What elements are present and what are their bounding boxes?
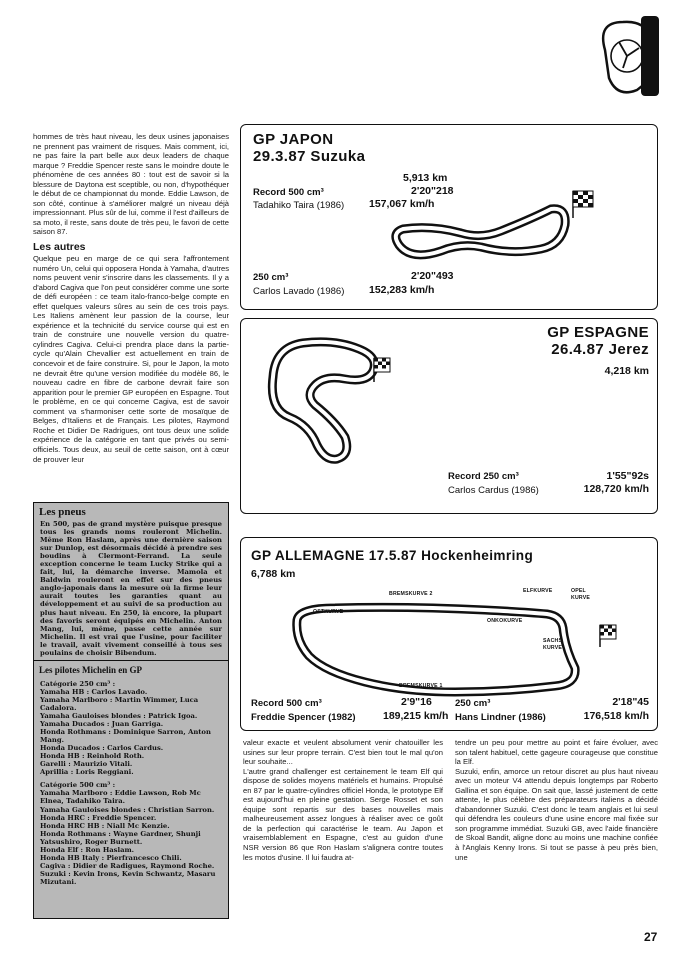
sport-logo-icon <box>597 12 663 100</box>
curve-opel-kurve: KURVE <box>571 595 591 601</box>
curve-ostkurve: OSTKURVE <box>313 609 344 615</box>
checkered-flag-icon <box>569 187 595 219</box>
gp-espagne-rec-speed: 128,720 km/h <box>583 483 649 495</box>
gp-allemagne-rec500-label: Record 500 cm³ <box>251 698 322 709</box>
body-paragraph: Quelque peu en marge de ce qui sera l'affrontement numéro Un, celui qui opposera Honda à Yamaha, d'autres noms peuvent venir s'inscrire dans les classements. Il y a d'abord Cagiva que l'on peut considérer comme une sorte de défi européen : ce team italo-franco-belge compte en effet quelques valeurs sûres au sein de ces trois pays. Les Italiens amènent leur passion de la course, leur expérience et la technicité du service course qui est en train de construire une nouvelle version du quatre-cylindres Cagiva. Celui-ci prendra place dans la partie-cycle qu'Alain Chevallier est actuellement en train de concevoir et de faire construire. Si, pour le Japon, la moto ne devrait être qu'une version modifiée du modèle 86, le nouveau cadre en fibre de carbone devrait faire son apparition pour le premier GP européen en Espagne. Tout le problème, en ce qui concerne Cagiva, est de savoir comment va s'harmoniser cette sorte de mosaïque de Belges, d'Italiens et de Français. Les pilotes, Raymond Roche et Didier De Radrigues, ont tous deux une solide expérience de la catégorie en tant que privés ou semi-officiels. Tous deux, au seuil de cette saison, ont à cœur de prouver leur <box>33 254 229 464</box>
curve-sachs-kurve: KURVE <box>543 645 563 651</box>
sport-word: sport <box>657 34 677 86</box>
gp-espagne-rec-label: Record 250 cm³ <box>448 471 519 482</box>
gp-japon-rec500-label: Record 500 cm³ <box>253 187 324 198</box>
gp-espagne-rec-time: 1'55"92s <box>606 470 649 482</box>
gp-allemagne-rec250-time: 2'18"45 <box>612 696 649 708</box>
gp-japon-date: 29.3.87 Suzuka <box>253 148 366 165</box>
curve-opel: OPEL <box>571 588 586 594</box>
gp-japon-box <box>240 124 658 310</box>
gp-allemagne-box <box>240 537 658 731</box>
bottom-column-1: valeur exacte et veulent absolument venir chatouiller les usines sur leur propre terrain. C'est bien tout le mal qu'on leur souhaite... L'autre grand challenger est certainement le team Elf qui dispose de solides moyens matériels et humains. Propulsé en 87 par le quatre-cylindres officiel Honda, le prototype Elf est aujourd'hui en pleine gestation. Serge Rosset et son équipe sont repartis sur des bases nouvelles mais malheureusement assez longues à réaliser avec ce goût de la perfection qui caractérise le team. Au Japon et vraisemblablement en Espagne, c'est au guidon d'une NSR version 86 que Ron Haslam s'alignera contre toutes les motos d'usine. Il lui faudra at- <box>243 738 443 862</box>
page-number: 27 <box>644 930 658 944</box>
cat500-title: Catégorie 500 cm³ : <box>40 781 116 790</box>
jerez-track-map <box>255 325 395 465</box>
pneus-box <box>33 502 229 919</box>
suzuka-track-map <box>381 185 581 275</box>
gp-allemagne-length: 6,788 km <box>251 568 296 580</box>
gp-espagne-box <box>240 318 658 514</box>
gp-allemagne-rec250-holder: Hans Lindner (1986) <box>455 712 546 723</box>
gp-japon-rec500-time: 2'20"218 <box>411 185 454 197</box>
gp-japon-rec250-label: 250 cm³ <box>253 272 289 283</box>
gp-allemagne-rec250-speed: 176,518 km/h <box>583 710 649 722</box>
intro-paragraph: hommes de très haut niveau, les deux usines japonaises ne prennent pas vraiment de risques. Mais comment, ici, ne pas faire la part belle aux deux leaders de chaque marque ? Freddie Spencer reste sans le moindre doute le phénomène de ces années 80 : tout est de savoir si la blessure de Daytona est sceptible, ou non, d'hypothéquer le début de ce championnat du monde. Eddie Lawson, de son côté, continue à s'améliorer malgré un niveau déjà impressionnant. Plus sûr de lui, comme il l'est d'ailleurs de sa moto, il reste, sans doute de très peu, le favori de cette saison 87. <box>33 132 229 237</box>
gp-japon-rec250-speed: 152,283 km/h <box>369 284 435 296</box>
section-heading: Les autres <box>33 241 86 254</box>
gp-espagne-title: GP ESPAGNE <box>547 324 649 341</box>
cat500-list: Yamaha Marlboro : Eddie Lawson, Rob Mc Elnea, Tadahiko Taira. Yamaha Gauloises blondes : Christian Sarron. Honda HRC : Freddie Spencer. Honda HRC HB : Niall Mc Kenzie. Honda Rothmans : Wayne Gardner, Shunji Yatsushiro, Roger Burnett. Honda Elf : Ron Haslam. Honda HB Italy : Pierfrancesco Chili. Cagiva : Didier de Radigues, Raymond Roche. Suzuki : Kevin Irons, Kevin Schwantz, Masaru Mizutani. <box>40 789 216 886</box>
gp-japon-title: GP JAPON <box>253 131 334 148</box>
gp-allemagne-rec500-holder: Freddie Spencer (1982) <box>251 712 356 723</box>
curve-elfkurve: ELFKURVE <box>523 588 553 594</box>
gp-allemagne-rec500-time: 2'9"16 <box>401 696 432 708</box>
gp-espagne-rec-holder: Carlos Cardus (1986) <box>448 485 539 496</box>
curve-bremskurve2: BREMSKURVE 2 <box>389 591 433 597</box>
sport-logo <box>597 12 677 100</box>
cat250-list: Yamaha HB : Carlos Lavado. Yamaha Marlboro : Martin Wimmer, Luca Cadalora. Yamaha Gauloises blondes : Patrick Igoa. Yamaha Ducados : Juan Garriga. Honda Rothmans : Dominique Sarron, Anton Mang. Honda Ducados : Carlos Cardus. Honda HB : Reinhold Roth. Garelli : Maurizio Vitali. Aprillia : Loris Reggiani. <box>40 687 211 777</box>
pneus-title: Les pneus <box>39 506 86 518</box>
gp-japon-rec500-holder: Tadahiko Taira (1986) <box>253 200 345 211</box>
gp-japon-rec250-time: 2'20"493 <box>411 270 454 282</box>
gp-allemagne-rec250-label: 250 cm³ <box>455 698 491 709</box>
gp-japon-rec250-holder: Carlos Lavado (1986) <box>253 286 345 297</box>
checkered-flag-icon <box>597 622 619 648</box>
bottom-column-2: tendre un peu pour mettre au point et faire évoluer, avec son talent habituel, cette gageure courageuse que constitue la Elf. Suzuki, enfin, amorce un retour discret au plus haut niveau avec un moteur V4 attendu depuis longtemps par Roberto Gallina et son équipe. On sait que, lassé justement de cette attente, le plus célèbre des préparateurs italiens a décidé d'abandonner Suzuki. C'est donc le team anglais et lui seul qui défendra les couleurs d'une usine encore mal fixée sur son programme immédiat. Suzuki GB, avec l'aide financière de Skoal Bandit, aligne donc au moins une machine confiée à l'Anglais Kenny Irons. Si tout se passe à peu près bien, une <box>455 738 658 862</box>
curve-sachs: SACHS <box>543 638 563 644</box>
pneus-text: En 500, pas de grand mystère puisque presque tous les grands noms rouleront Michelin. Même Ron Haslam, après une dernière saison sur Dunlop, est désormais décidé à prendre ses boudins à Clermont-Ferrand. La seule exception concerne le team Lucky Strike qui a fait, lui, la démarche inverse. Mamola et Baldwin rouleront en effet sur des pneus anglo-japonais dans la mesure où la firme leur aurait toutes les garanties quant au développement et au suivi de sa production au plus haut niveau. En 250, là encore, la plupart des favoris seront équipés en Michelin. Anton Mang, lui, même, passe cette année sur Michelin. Il est vrai que l'usine, pour faciliter le travail, avait vivement conseillé à tous ses poulains de choisir Bibendum. <box>40 520 222 657</box>
gp-japon-rec500-speed: 157,067 km/h <box>369 198 435 210</box>
gp-japon-length: 5,913 km <box>403 172 448 184</box>
left-column <box>33 132 229 464</box>
gp-espagne-length: 4,218 km <box>604 365 649 377</box>
cat250-title: Catégorie 250 cm³ : <box>40 679 116 688</box>
curve-onkokurve: ONKOKURVE <box>487 618 523 624</box>
gp-allemagne-rec500-speed: 189,215 km/h <box>383 710 449 722</box>
pilotes-title: Les pilotes Michelin en GP <box>34 660 228 677</box>
gp-espagne-date: 26.4.87 Jerez <box>551 341 649 358</box>
checkered-flag-icon <box>371 355 393 383</box>
curve-bremskurve1: BREMSKURVE 1 <box>399 683 443 689</box>
gp-allemagne-title: GP ALLEMAGNE 17.5.87 Hockenheimring <box>251 548 534 563</box>
